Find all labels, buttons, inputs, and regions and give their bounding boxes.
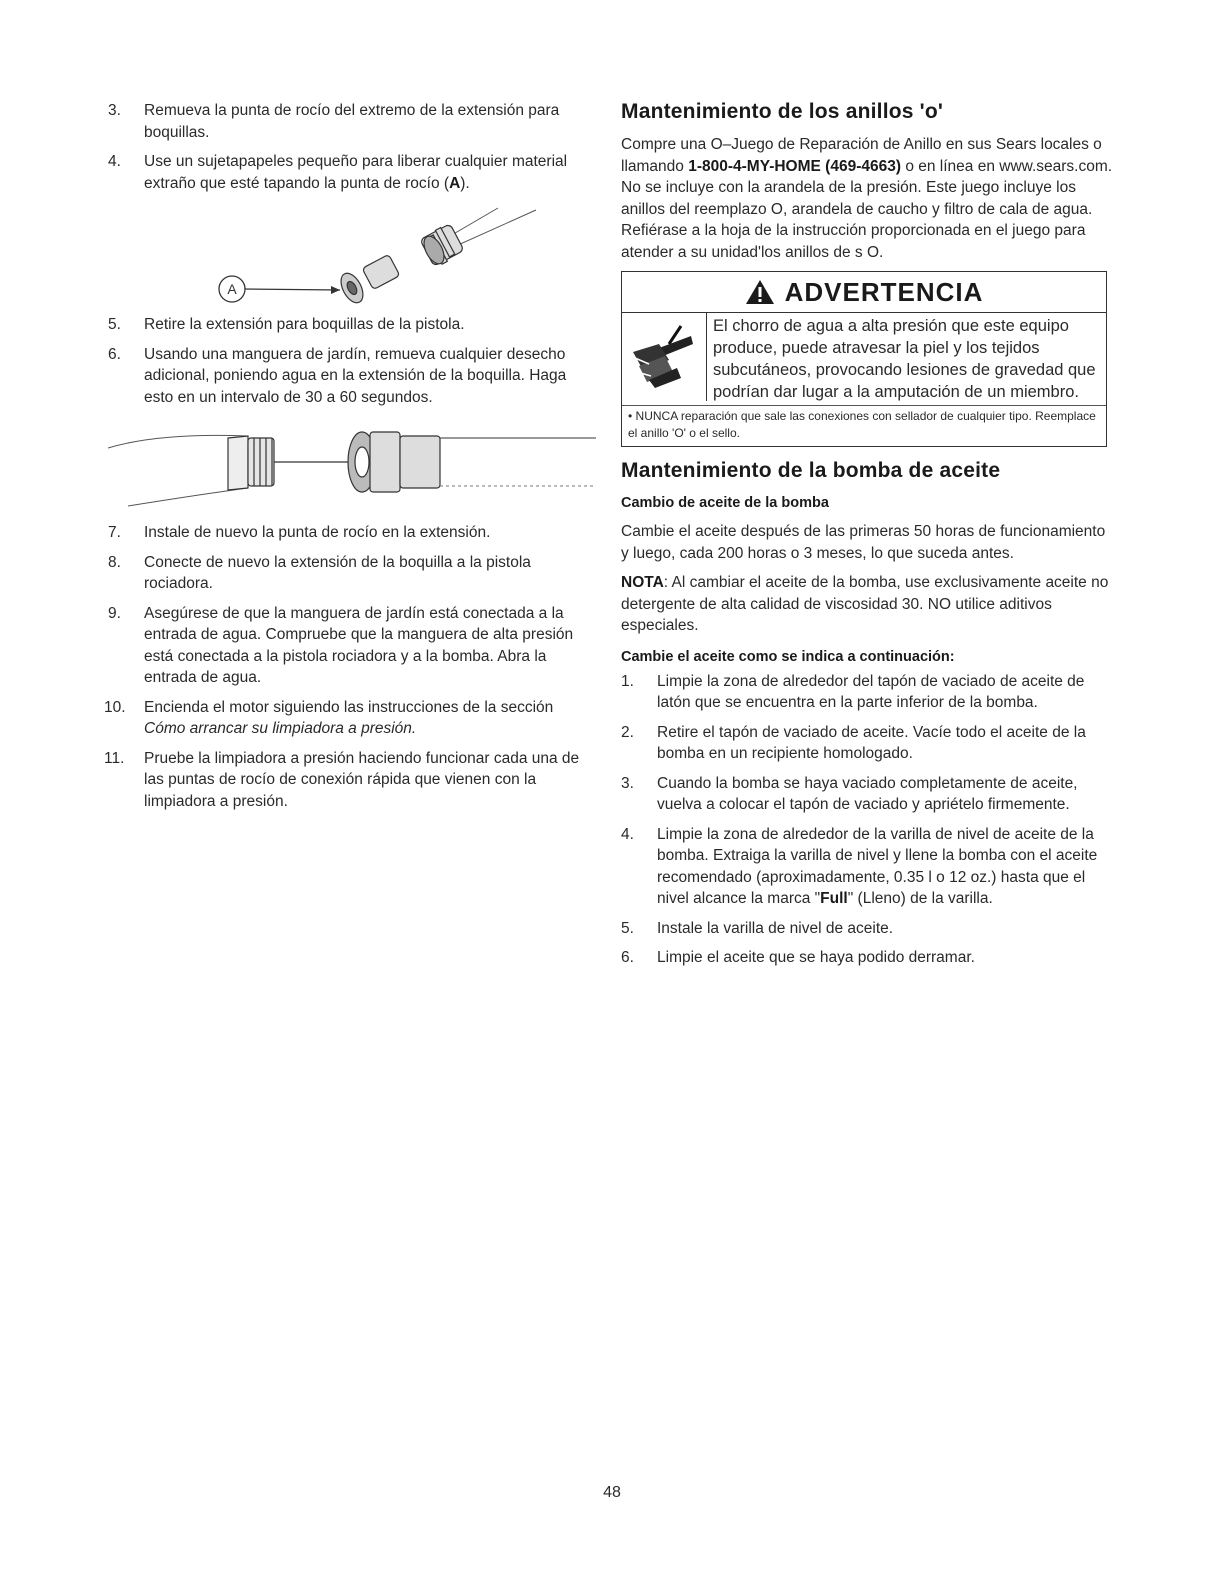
item-number: 3. (108, 102, 121, 119)
list-item (104, 697, 596, 740)
list-item (621, 671, 1113, 714)
section-paragraph (621, 134, 1113, 263)
item-text: Pruebe la limpiadora a presión haciendo funcionar cada una de las puntas de rocío de conexión rápida que vienen con la limpiadora a presión. (144, 749, 580, 810)
warning-header (622, 272, 1106, 313)
item-text: Usando una manguera de jardín, remueva cualquier desecho adicional, poniendo agua en la extensión de la boquilla. Haga esto en un intervalo de 30 a 60 segundos. (144, 345, 567, 406)
item-text: Conecte de nuevo la extensión de la boquilla a la pistola rociadora. (144, 553, 531, 592)
list-item (108, 522, 596, 544)
phone-number: 1-800-4-MY-HOME (469-4663) (688, 157, 901, 175)
item-number: 6. (621, 949, 634, 966)
list-item (108, 100, 596, 143)
item-text: Encienda el motor siguiendo las instrucciones de la sección (144, 698, 554, 716)
list-item (621, 947, 1113, 969)
right-column (621, 100, 1113, 977)
warning-box (621, 271, 1107, 447)
item-number: 11. (104, 749, 125, 767)
item-text: Retire el tapón de vaciado de aceite. Vacíe todo el aceite de la bomba en un recipiente homologado. (657, 723, 1086, 762)
note-paragraph (621, 572, 1113, 637)
item-number: 6. (108, 345, 121, 363)
para-text: o en línea en www.sears.com. No se incluye con la arandela de la presión. Este juego incluye los anillos del reemplazo O, arandela de caucho y filtro de cala de agua. Refiérase a la hoja de la instrucción proporcionada en el juego para atender a su unidad'los anillos de s O. (621, 157, 1113, 261)
item-text: Cuando la bomba se haya vaciado completamente de aceite, vuelva a colocar el tapón de vaciado y apriételo firmemente. (657, 774, 1078, 813)
item-text: Asegúrese de que la manguera de jardín está conectada a la entrada de agua. Compruebe que la manguera de alta presión está conectada a la pistola rociadora y a la bomba. Abra la entrada de agua. (144, 604, 574, 686)
item-number: 3. (621, 774, 634, 792)
warning-text: El chorro de agua a alta presión que este equipo produce, puede atravesar la piel y los tejidos subcutáneos, provocando lesiones de gravedad que podrían dar lugar a la amputación de un miembro. (713, 317, 1096, 401)
item-number: 1. (621, 672, 634, 690)
item-number: 4. (108, 153, 121, 170)
warning-note-text: NUNCA reparación que sale las conexiones con sellador de cualquier tipo. Reemplace el anillo 'O' o el sello. (628, 409, 1096, 440)
item-italic: Cómo arrancar su limpiadora a presión. (144, 720, 417, 737)
item-number: 5. (108, 316, 121, 333)
item-number: 8. (108, 553, 121, 571)
list-item (108, 344, 596, 409)
warning-note (622, 406, 1106, 446)
bullet-icon: • (628, 409, 636, 423)
page-number: 48 (603, 1484, 621, 1501)
item-text: Remueva la punta de rocío del extremo de la extensión para boquillas. (144, 102, 560, 141)
nozzle-figure (108, 202, 596, 310)
hose-connection-illustration (108, 416, 596, 512)
subsection-heading: Cambie el aceite como se indica a continuación: (621, 648, 955, 665)
left-column (104, 100, 596, 820)
item-number: 4. (621, 825, 634, 843)
item-text: Retire la extensión para boquillas de la pistola. (144, 316, 465, 333)
item-text: Instale la varilla de nivel de aceite. (657, 919, 894, 937)
list-item (108, 151, 596, 194)
warning-triangle-icon (745, 279, 775, 305)
item-number: 2. (621, 723, 634, 741)
item-number: 7. (108, 524, 121, 541)
item-text: " (Lleno) de la varilla. (847, 890, 993, 907)
nozzle-illustration (108, 202, 596, 310)
injection-hazard-icon (622, 313, 707, 401)
hose-figure (108, 416, 596, 512)
item-bold: Full (820, 890, 848, 907)
list-item (108, 314, 596, 336)
section-heading: Mantenimiento de los anillos 'o' (621, 100, 944, 123)
item-text: ). (460, 174, 470, 192)
item-text: Limpie la zona de alrededor del tapón de vaciado de aceite de latón que se encuentra en la parte inferior de la bomba. (657, 672, 1085, 711)
section-heading: Mantenimiento de la bomba de aceite (621, 459, 1001, 482)
note-label: NOTA (621, 574, 664, 591)
note-text: : Al cambiar el aceite de la bomba, use exclusivamente aceite no detergente de alta calidad de viscosidad 30. NO utilice aditivos especiales. (621, 574, 1109, 634)
item-text: Instale de nuevo la punta de rocío en la extensión. (144, 524, 491, 541)
subsection-heading: Cambio de aceite de la bomba (621, 495, 829, 511)
list-item (621, 722, 1113, 765)
section-paragraph: Cambie el aceite después de las primeras 50 horas de funcionamiento y luego, cada 200 horas o 3 meses, lo que suceda antes. (621, 523, 1106, 562)
item-number: 5. (621, 919, 634, 937)
list-item (621, 918, 1113, 940)
list-item (104, 748, 596, 813)
list-item (621, 773, 1113, 816)
list-item (108, 603, 596, 689)
warning-title: ADVERTENCIA (784, 276, 984, 307)
item-number: 9. (108, 604, 121, 622)
list-item (621, 824, 1113, 910)
figure-label: A (227, 281, 237, 297)
item-text: Use un sujetapapeles pequeño para liberar cualquier material extraño que esté tapando la punta de rocío ( (144, 153, 568, 192)
item-bold: A (449, 174, 461, 192)
item-text: Limpie la zona de alrededor de la varilla de nivel de aceite de la bomba. Extraiga la varilla de nivel y llene la bomba con el aceite recomendado (aproximadamente, 0.35 l o 12 oz.) hasta que el nivel alcance la marca " (657, 825, 1098, 907)
item-number: 10. (104, 698, 126, 716)
item-text: Limpie el aceite que se haya podido derramar. (657, 949, 975, 966)
para-text: Compre una O–Juego de Reparación de Anillo en sus Sears locales o llamando (621, 136, 1102, 175)
list-item (108, 552, 596, 595)
